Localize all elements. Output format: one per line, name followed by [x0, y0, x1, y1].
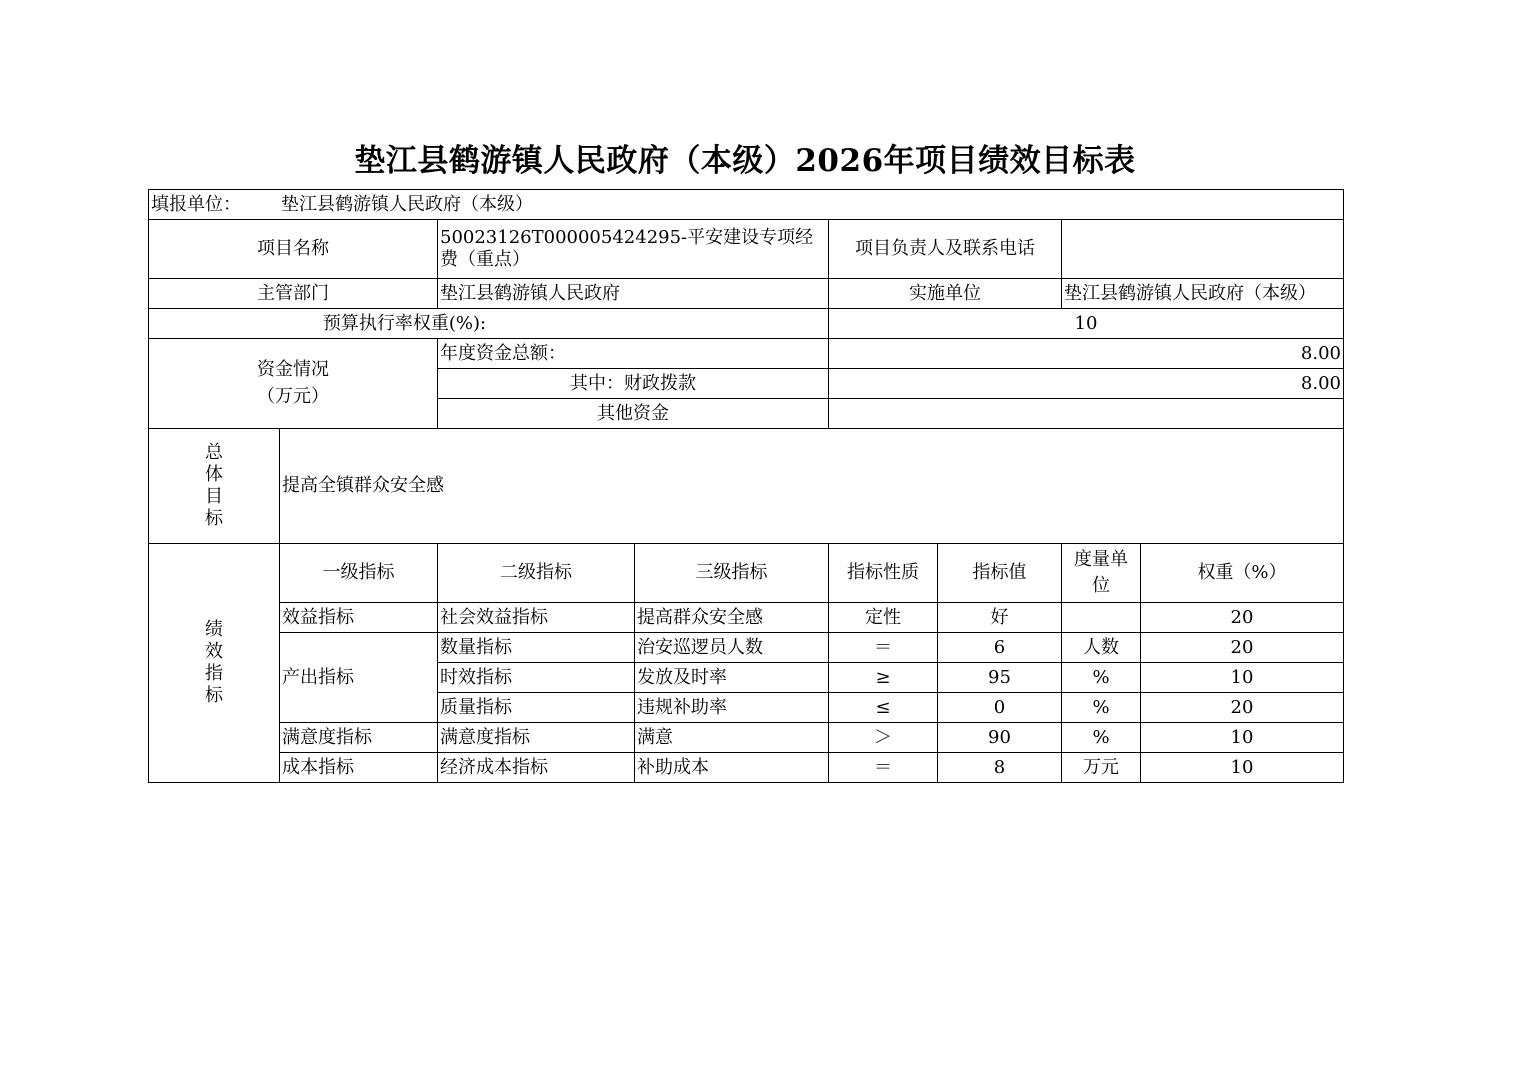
row-nature: ＝	[829, 753, 938, 783]
row-level3: 满意	[635, 723, 829, 753]
perf-indicators-label: 绩 效 指 标	[149, 544, 280, 783]
header-unit: 度量单 位	[1062, 544, 1141, 603]
row-unit	[1062, 603, 1141, 633]
funds-label-line-2: （万元）	[257, 386, 329, 407]
annual-total-label: 年度资金总额：	[438, 339, 829, 369]
row-level2: 数量指标	[438, 633, 635, 663]
overall-goal-label: 总 体 目 标	[149, 429, 280, 544]
project-leader-label: 项目负责人及联系电话	[829, 220, 1062, 279]
row-level2: 经济成本指标	[438, 753, 635, 783]
row-level2: 社会效益指标	[438, 603, 635, 633]
row-level1: 效益指标	[280, 603, 438, 633]
row-level1: 满意度指标	[280, 723, 438, 753]
table-row	[149, 603, 1344, 633]
header-level3: 三级指标	[635, 544, 829, 603]
funds-label-line-1: 资金情况	[257, 359, 329, 380]
row-weight: 20	[1141, 633, 1344, 663]
fiscal-value: 8.00	[829, 369, 1344, 399]
row-level3: 治安巡逻员人数	[635, 633, 829, 663]
row-level2: 时效指标	[438, 663, 635, 693]
row-level2: 满意度指标	[438, 723, 635, 753]
row-unit: %	[1062, 663, 1141, 693]
row-weight: 10	[1141, 723, 1344, 753]
row-weight: 20	[1141, 693, 1344, 723]
row-level1: 成本指标	[280, 753, 438, 783]
dept-label: 主管部门	[149, 279, 438, 309]
row-nature: ＝	[829, 633, 938, 663]
other-funds-label: 其他资金	[438, 399, 829, 429]
impl-unit-label: 实施单位	[829, 279, 1062, 309]
row-value: 95	[938, 663, 1062, 693]
performance-table	[148, 189, 1344, 783]
row-value: 好	[938, 603, 1062, 633]
row-level3: 发放及时率	[635, 663, 829, 693]
funds-label	[149, 339, 438, 429]
reporting-unit-label: 填报单位：	[151, 193, 241, 215]
row-nature: ＞	[829, 723, 938, 753]
row-level3: 违规补助率	[635, 693, 829, 723]
row-unit: %	[1062, 723, 1141, 753]
fiscal-label: 其中：财政拨款	[438, 369, 829, 399]
row-level3: 提高群众安全感	[635, 603, 829, 633]
row-unit: 人数	[1062, 633, 1141, 663]
row-weight: 20	[1141, 603, 1344, 633]
row-value: 90	[938, 723, 1062, 753]
project-name-value: 50023126T000005424295-平安建设专项经费（重点）	[438, 220, 829, 279]
page-title: 垫江县鹤游镇人民政府（本级）2026年项目绩效目标表	[354, 143, 1136, 179]
reporting-unit-cell	[149, 190, 1344, 220]
row-nature: 定性	[829, 603, 938, 633]
row-weight: 10	[1141, 663, 1344, 693]
row-level3: 补助成本	[635, 753, 829, 783]
header-weight: 权重（%）	[1141, 544, 1344, 603]
budget-rate-label: 预算执行率权重(%):	[149, 309, 829, 339]
row-nature: ≤	[829, 693, 938, 723]
row-unit: 万元	[1062, 753, 1141, 783]
reporting-unit-value: 垫江县鹤游镇人民政府（本级）	[281, 193, 533, 215]
row-value: 8	[938, 753, 1062, 783]
row-weight: 10	[1141, 753, 1344, 783]
row-nature: ≥	[829, 663, 938, 693]
header-level1: 一级指标	[280, 544, 438, 603]
row-level1: 产出指标	[280, 633, 438, 723]
row-level2: 质量指标	[438, 693, 635, 723]
dept-value: 垫江县鹤游镇人民政府	[438, 279, 829, 309]
budget-rate-value: 10	[829, 309, 1344, 339]
project-name-label: 项目名称	[149, 220, 438, 279]
table-row	[149, 753, 1344, 783]
annual-total-value: 8.00	[829, 339, 1344, 369]
table-row	[149, 633, 1344, 663]
table-row	[149, 723, 1344, 753]
row-value: 6	[938, 633, 1062, 663]
project-leader-value	[1062, 220, 1344, 279]
other-funds-value	[829, 399, 1344, 429]
header-nature: 指标性质	[829, 544, 938, 603]
header-level2: 二级指标	[438, 544, 635, 603]
row-unit: %	[1062, 693, 1141, 723]
overall-goal-value: 提高全镇群众安全感	[280, 429, 1344, 544]
row-value: 0	[938, 693, 1062, 723]
impl-unit-value: 垫江县鹤游镇人民政府（本级）	[1062, 279, 1344, 309]
header-value: 指标值	[938, 544, 1062, 603]
